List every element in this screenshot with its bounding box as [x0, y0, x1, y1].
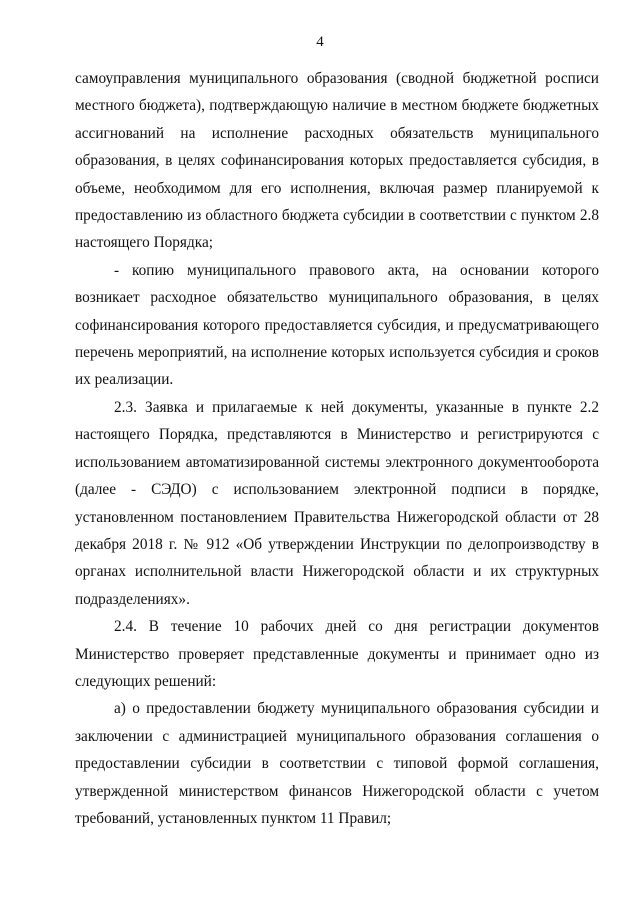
document-body	[75, 65, 599, 832]
paragraph-2-4: 2.4. В течение 10 рабочих дней со дня регистрации документов Министерство проверяет представленные документы и принимает одно из следующих решений:	[75, 618, 599, 690]
paragraph-2-4-a: а) о предоставлении бюджету муниципального образования субсидии и заключении с администрацией муниципального образования соглашения о предоставлении субсидии в соответствии с типовой формой соглашения, утвержденной министерством финансов Нижегородской области с учетом требований, установленных пунктом 11 Правил;	[75, 700, 599, 827]
paragraph-continuation: самоуправления муниципального образования (сводной бюджетной росписи местного бюджета), подтверждающую наличие в местном бюджете бюджетных ассигнований на исполнение расходных обязательств муниципального образования, в целях софинансирования которых предоставляется субсидия, в объеме, необходимом для его исполнения, включая размер планируемой к предоставлению из областного бюджета субсидии в соответствии с пунктом 2.8 настоящего Порядка;	[75, 70, 599, 252]
paragraph-municipal-act-copy: - копию муниципального правового акта, на основании которого возникает расходное обязательство муниципального образования, в целях софинансирования которого предоставляется субсидия, и предусматривающего перечень мероприятий, на исполнение которых используется субсидия и сроков их реализации.	[75, 261, 599, 389]
paragraph-2-3: 2.3. Заявка и прилагаемые к ней документы, указанные в пункте 2.2 настоящего Порядка, представляются в Министерство и регистрируются с использованием автоматизированной системы электронного документооборота (далее - СЭДО) с использованием электронной подписи в порядке, установленном постановлением Правительства Нижегородской области от 28 декабря 2018 г. № 912 «Об утверждении Инструкции по делопроизводству в органах исполнительной власти Нижегородской области и их структурных подразделениях».	[75, 398, 599, 608]
page-number: 4	[316, 34, 324, 50]
